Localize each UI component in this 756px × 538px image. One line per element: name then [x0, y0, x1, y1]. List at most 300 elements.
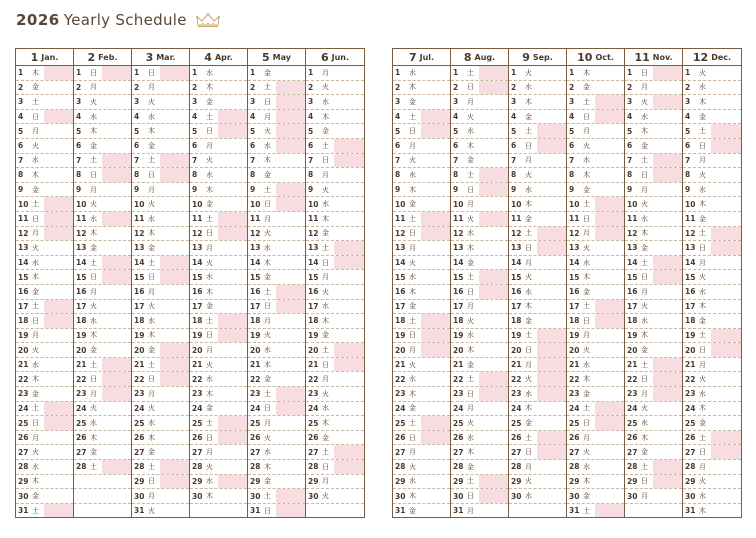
day-number: 13 — [569, 243, 580, 253]
day-entry-area — [595, 212, 624, 226]
month-column — [451, 48, 509, 518]
day-number: 18 — [685, 316, 696, 326]
day-number: 15 — [685, 272, 696, 282]
day-number: 9 — [308, 185, 314, 195]
day-weekday: 日 — [699, 141, 706, 150]
day-number: 5 — [511, 126, 517, 136]
day-entry-area — [102, 183, 131, 197]
day-row — [683, 314, 741, 329]
day-weekday: 木 — [467, 346, 474, 355]
day-number: 14 — [192, 258, 203, 268]
day-weekday: 火 — [583, 346, 590, 355]
day-row — [567, 197, 624, 212]
day-weekday: 木 — [583, 375, 590, 384]
day-weekday: 火 — [322, 185, 329, 194]
day-row — [190, 387, 247, 402]
day-number: 5 — [250, 126, 256, 136]
day-entry-area — [537, 81, 566, 95]
day-entry-area — [102, 227, 131, 241]
day-row — [190, 168, 247, 183]
day-number: 17 — [18, 301, 29, 311]
day-entry-area — [711, 197, 741, 211]
day-entry-area — [276, 183, 305, 197]
day-entry-area — [160, 197, 189, 211]
day-number: 29 — [511, 476, 522, 486]
day-weekday: 日 — [32, 419, 39, 428]
month-number: 6 — [320, 50, 329, 64]
day-entry-area — [653, 343, 682, 357]
day-number: 21 — [76, 360, 87, 370]
empty-day-row — [74, 475, 131, 490]
day-entry-area — [102, 124, 131, 138]
day-entry-area — [711, 343, 741, 357]
day-number: 17 — [76, 301, 87, 311]
day-entry-area — [334, 154, 364, 168]
day-row — [74, 358, 131, 373]
day-number: 28 — [250, 462, 261, 472]
day-row — [393, 110, 450, 125]
day-number: 6 — [18, 141, 24, 151]
day-row — [16, 431, 73, 446]
day-weekday: 土 — [467, 477, 474, 486]
day-entry-area — [711, 475, 741, 489]
day-weekday: 月 — [148, 492, 155, 501]
day-weekday: 火 — [264, 127, 271, 136]
day-number: 16 — [250, 287, 261, 297]
day-row — [567, 358, 624, 373]
day-row — [132, 460, 189, 475]
day-entry-area — [334, 358, 364, 372]
day-entry-area — [537, 402, 566, 416]
day-entry-area — [479, 387, 508, 401]
day-weekday: 火 — [641, 200, 648, 209]
day-row — [190, 139, 247, 154]
day-number: 4 — [685, 112, 691, 122]
day-weekday: 金 — [583, 287, 590, 296]
day-row — [16, 227, 73, 242]
day-number: 6 — [308, 141, 314, 151]
day-row — [74, 66, 131, 81]
day-weekday: 日 — [206, 229, 213, 238]
day-number: 23 — [627, 389, 638, 399]
day-weekday: 月 — [32, 331, 39, 340]
day-weekday: 木 — [641, 127, 648, 136]
day-row — [451, 124, 508, 139]
day-entry-area — [276, 489, 305, 503]
day-row — [451, 300, 508, 315]
day-row — [74, 139, 131, 154]
day-entry-area — [218, 256, 247, 270]
day-weekday: 木 — [148, 229, 155, 238]
day-entry-area — [44, 110, 73, 124]
day-weekday: 土 — [525, 127, 532, 136]
day-weekday: 金 — [322, 127, 329, 136]
day-row — [567, 110, 624, 125]
day-entry-area — [102, 358, 131, 372]
day-entry-area — [160, 343, 189, 357]
day-entry-area — [276, 270, 305, 284]
day-weekday: 水 — [322, 302, 329, 311]
day-row — [16, 372, 73, 387]
day-row — [74, 402, 131, 417]
day-weekday: 火 — [322, 287, 329, 296]
day-entry-area — [44, 372, 73, 386]
day-entry-area — [160, 154, 189, 168]
day-entry-area — [653, 241, 682, 255]
day-entry-area — [44, 154, 73, 168]
day-number: 11 — [18, 214, 29, 224]
day-row — [74, 168, 131, 183]
day-entry-area — [44, 81, 73, 95]
day-entry-area — [44, 168, 73, 182]
day-number: 17 — [192, 301, 203, 311]
day-row — [74, 124, 131, 139]
day-number: 25 — [511, 418, 522, 428]
day-weekday: 金 — [583, 83, 590, 92]
day-weekday: 日 — [148, 477, 155, 486]
day-row — [132, 431, 189, 446]
day-weekday: 水 — [583, 156, 590, 165]
day-weekday: 土 — [525, 229, 532, 238]
day-weekday: 月 — [32, 127, 39, 136]
day-weekday: 土 — [90, 462, 97, 471]
month-number: 11 — [634, 50, 650, 64]
day-entry-area — [160, 402, 189, 416]
day-entry-area — [479, 489, 508, 503]
day-entry-area — [44, 504, 73, 518]
day-number: 4 — [192, 112, 198, 122]
day-number: 14 — [453, 258, 464, 268]
day-number: 28 — [453, 462, 464, 472]
day-weekday: 火 — [206, 462, 213, 471]
day-weekday: 水 — [467, 331, 474, 340]
day-entry-area — [276, 212, 305, 226]
day-weekday: 土 — [641, 258, 648, 267]
day-row — [393, 387, 450, 402]
day-weekday: 金 — [409, 97, 416, 106]
day-entry-area — [218, 489, 247, 503]
day-row — [683, 95, 741, 110]
day-weekday: 日 — [409, 331, 416, 340]
day-row — [74, 460, 131, 475]
day-row — [451, 343, 508, 358]
day-row — [625, 358, 682, 373]
day-row — [567, 314, 624, 329]
day-weekday: 水 — [264, 243, 271, 252]
day-weekday: 木 — [264, 360, 271, 369]
day-entry-area — [276, 227, 305, 241]
day-entry-area — [653, 81, 682, 95]
day-weekday: 水 — [206, 68, 213, 77]
day-entry-area — [711, 256, 741, 270]
day-row — [16, 343, 73, 358]
day-row — [509, 372, 566, 387]
month-header — [683, 48, 741, 66]
day-entry-area — [595, 402, 624, 416]
day-number: 7 — [569, 155, 575, 165]
day-row — [306, 110, 364, 125]
day-weekday: 金 — [32, 185, 39, 194]
day-number: 19 — [18, 330, 29, 340]
day-number: 21 — [134, 360, 145, 370]
day-entry-area — [653, 402, 682, 416]
day-row — [509, 168, 566, 183]
day-weekday: 金 — [699, 419, 706, 428]
day-weekday: 日 — [32, 214, 39, 223]
day-number: 23 — [250, 389, 261, 399]
day-number: 15 — [308, 272, 319, 282]
day-entry-area — [276, 416, 305, 430]
day-weekday: 金 — [148, 141, 155, 150]
month-name: Jun. — [331, 52, 350, 62]
day-weekday: 火 — [148, 302, 155, 311]
day-entry-area — [537, 329, 566, 343]
day-weekday: 木 — [264, 462, 271, 471]
day-number: 1 — [76, 68, 82, 78]
day-entry-area — [334, 300, 364, 314]
day-number: 5 — [134, 126, 140, 136]
day-row — [509, 241, 566, 256]
day-entry-area — [160, 416, 189, 430]
day-entry-area — [595, 66, 624, 80]
day-entry-area — [218, 372, 247, 386]
day-entry-area — [421, 445, 450, 459]
day-number: 8 — [18, 170, 24, 180]
day-number: 8 — [76, 170, 82, 180]
day-row — [683, 110, 741, 125]
day-entry-area — [479, 95, 508, 109]
day-entry-area — [653, 270, 682, 284]
day-weekday: 日 — [90, 68, 97, 77]
day-number: 4 — [18, 112, 24, 122]
day-weekday: 木 — [409, 389, 416, 398]
day-entry-area — [421, 329, 450, 343]
day-number: 16 — [308, 287, 319, 297]
day-weekday: 水 — [409, 273, 416, 282]
day-weekday: 火 — [322, 83, 329, 92]
day-row — [509, 95, 566, 110]
month-name: Dec. — [711, 52, 732, 62]
day-row — [132, 285, 189, 300]
day-number: 22 — [453, 374, 464, 384]
day-entry-area — [102, 81, 131, 95]
day-row — [509, 270, 566, 285]
day-entry-area — [537, 343, 566, 357]
day-weekday: 木 — [525, 302, 532, 311]
day-entry-area — [160, 256, 189, 270]
day-number: 27 — [569, 447, 580, 457]
day-weekday: 日 — [322, 258, 329, 267]
day-entry-area — [711, 95, 741, 109]
day-entry-area — [334, 183, 364, 197]
day-weekday: 水 — [206, 477, 213, 486]
day-number: 23 — [569, 389, 580, 399]
day-weekday: 月 — [32, 229, 39, 238]
day-weekday: 土 — [264, 83, 271, 92]
day-row — [393, 270, 450, 285]
day-weekday: 水 — [206, 375, 213, 384]
day-weekday: 水 — [90, 316, 97, 325]
day-row — [16, 285, 73, 300]
day-number: 23 — [685, 389, 696, 399]
day-number: 2 — [18, 82, 24, 92]
empty-day-row — [74, 504, 131, 519]
day-number: 8 — [685, 170, 691, 180]
day-entry-area — [479, 314, 508, 328]
day-row — [16, 110, 73, 125]
day-weekday: 日 — [525, 243, 532, 252]
day-row — [625, 387, 682, 402]
day-number: 13 — [685, 243, 696, 253]
day-entry-area — [218, 183, 247, 197]
day-number: 9 — [192, 185, 198, 195]
day-entry-area — [537, 445, 566, 459]
day-row — [132, 110, 189, 125]
day-number: 13 — [395, 243, 406, 253]
day-weekday: 土 — [90, 156, 97, 165]
day-weekday: 木 — [583, 477, 590, 486]
empty-day-row — [509, 504, 566, 519]
day-row — [509, 300, 566, 315]
month-column — [74, 48, 132, 518]
crown-icon — [195, 12, 221, 28]
month-name: Feb. — [98, 52, 118, 62]
day-weekday: 土 — [583, 200, 590, 209]
day-row — [74, 329, 131, 344]
day-number: 27 — [627, 447, 638, 457]
day-entry-area — [595, 110, 624, 124]
day-weekday: 日 — [264, 506, 271, 515]
day-weekday: 火 — [264, 433, 271, 442]
day-number: 13 — [76, 243, 87, 253]
day-entry-area — [537, 139, 566, 153]
day-number: 17 — [134, 301, 145, 311]
day-number: 12 — [18, 228, 29, 238]
day-entry-area — [711, 300, 741, 314]
day-number: 3 — [685, 97, 691, 107]
day-weekday: 水 — [32, 156, 39, 165]
day-entry-area — [421, 227, 450, 241]
day-row — [393, 124, 450, 139]
day-number: 12 — [511, 228, 522, 238]
day-row — [248, 66, 305, 81]
day-entry-area — [479, 300, 508, 314]
day-weekday: 土 — [206, 112, 213, 121]
day-row — [451, 416, 508, 431]
day-entry-area — [479, 431, 508, 445]
day-weekday: 木 — [583, 273, 590, 282]
day-entry-area — [711, 212, 741, 226]
day-weekday: 水 — [699, 389, 706, 398]
day-entry-area — [421, 168, 450, 182]
day-weekday: 火 — [322, 389, 329, 398]
month-header — [567, 48, 624, 66]
day-entry-area — [218, 197, 247, 211]
day-row — [509, 154, 566, 169]
day-entry-area — [44, 212, 73, 226]
day-weekday: 木 — [525, 404, 532, 413]
day-entry-area — [479, 445, 508, 459]
day-entry-area — [218, 110, 247, 124]
day-number: 29 — [192, 476, 203, 486]
day-number: 26 — [453, 433, 464, 443]
day-row — [132, 504, 189, 519]
day-entry-area — [595, 329, 624, 343]
day-weekday: 水 — [148, 419, 155, 428]
day-entry-area — [102, 445, 131, 459]
day-row — [16, 183, 73, 198]
day-number: 25 — [134, 418, 145, 428]
day-entry-area — [711, 227, 741, 241]
day-row — [16, 66, 73, 81]
day-weekday: 土 — [148, 258, 155, 267]
day-number: 7 — [18, 155, 24, 165]
day-weekday: 水 — [583, 360, 590, 369]
day-weekday: 火 — [583, 243, 590, 252]
day-row — [248, 241, 305, 256]
day-weekday: 月 — [641, 185, 648, 194]
month-number: 3 — [145, 50, 154, 64]
day-weekday: 日 — [699, 243, 706, 252]
day-weekday: 土 — [699, 127, 706, 136]
month-number: 4 — [204, 50, 212, 64]
day-row — [190, 372, 247, 387]
day-weekday: 金 — [641, 243, 648, 252]
day-number: 22 — [18, 374, 29, 384]
day-row — [451, 66, 508, 81]
day-entry-area — [276, 66, 305, 80]
day-number: 1 — [250, 68, 256, 78]
day-entry-area — [653, 445, 682, 459]
day-number: 26 — [76, 433, 87, 443]
day-row — [190, 197, 247, 212]
day-number: 12 — [76, 228, 87, 238]
day-number: 2 — [569, 82, 575, 92]
day-entry-area — [653, 154, 682, 168]
day-weekday: 土 — [699, 229, 706, 238]
day-weekday: 金 — [467, 258, 474, 267]
month-name: Aug. — [474, 52, 496, 62]
day-number: 6 — [569, 141, 575, 151]
day-weekday: 木 — [32, 170, 39, 179]
day-number: 19 — [134, 330, 145, 340]
day-row — [248, 124, 305, 139]
day-weekday: 火 — [32, 243, 39, 252]
day-row — [509, 387, 566, 402]
day-weekday: 木 — [525, 200, 532, 209]
day-number: 10 — [134, 199, 145, 209]
day-row — [393, 227, 450, 242]
day-number: 7 — [627, 155, 633, 165]
day-weekday: 水 — [641, 419, 648, 428]
day-entry-area — [334, 402, 364, 416]
day-weekday: 金 — [322, 433, 329, 442]
day-entry-area — [160, 372, 189, 386]
day-number: 5 — [395, 126, 401, 136]
day-number: 29 — [569, 476, 580, 486]
day-weekday: 月 — [264, 316, 271, 325]
day-weekday: 木 — [206, 83, 213, 92]
day-number: 17 — [395, 301, 406, 311]
day-entry-area — [44, 475, 73, 489]
day-row — [451, 183, 508, 198]
day-number: 11 — [395, 214, 406, 224]
day-entry-area — [44, 343, 73, 357]
day-number: 31 — [250, 506, 261, 516]
day-number: 3 — [511, 97, 517, 107]
day-row — [625, 489, 682, 504]
day-row — [16, 241, 73, 256]
